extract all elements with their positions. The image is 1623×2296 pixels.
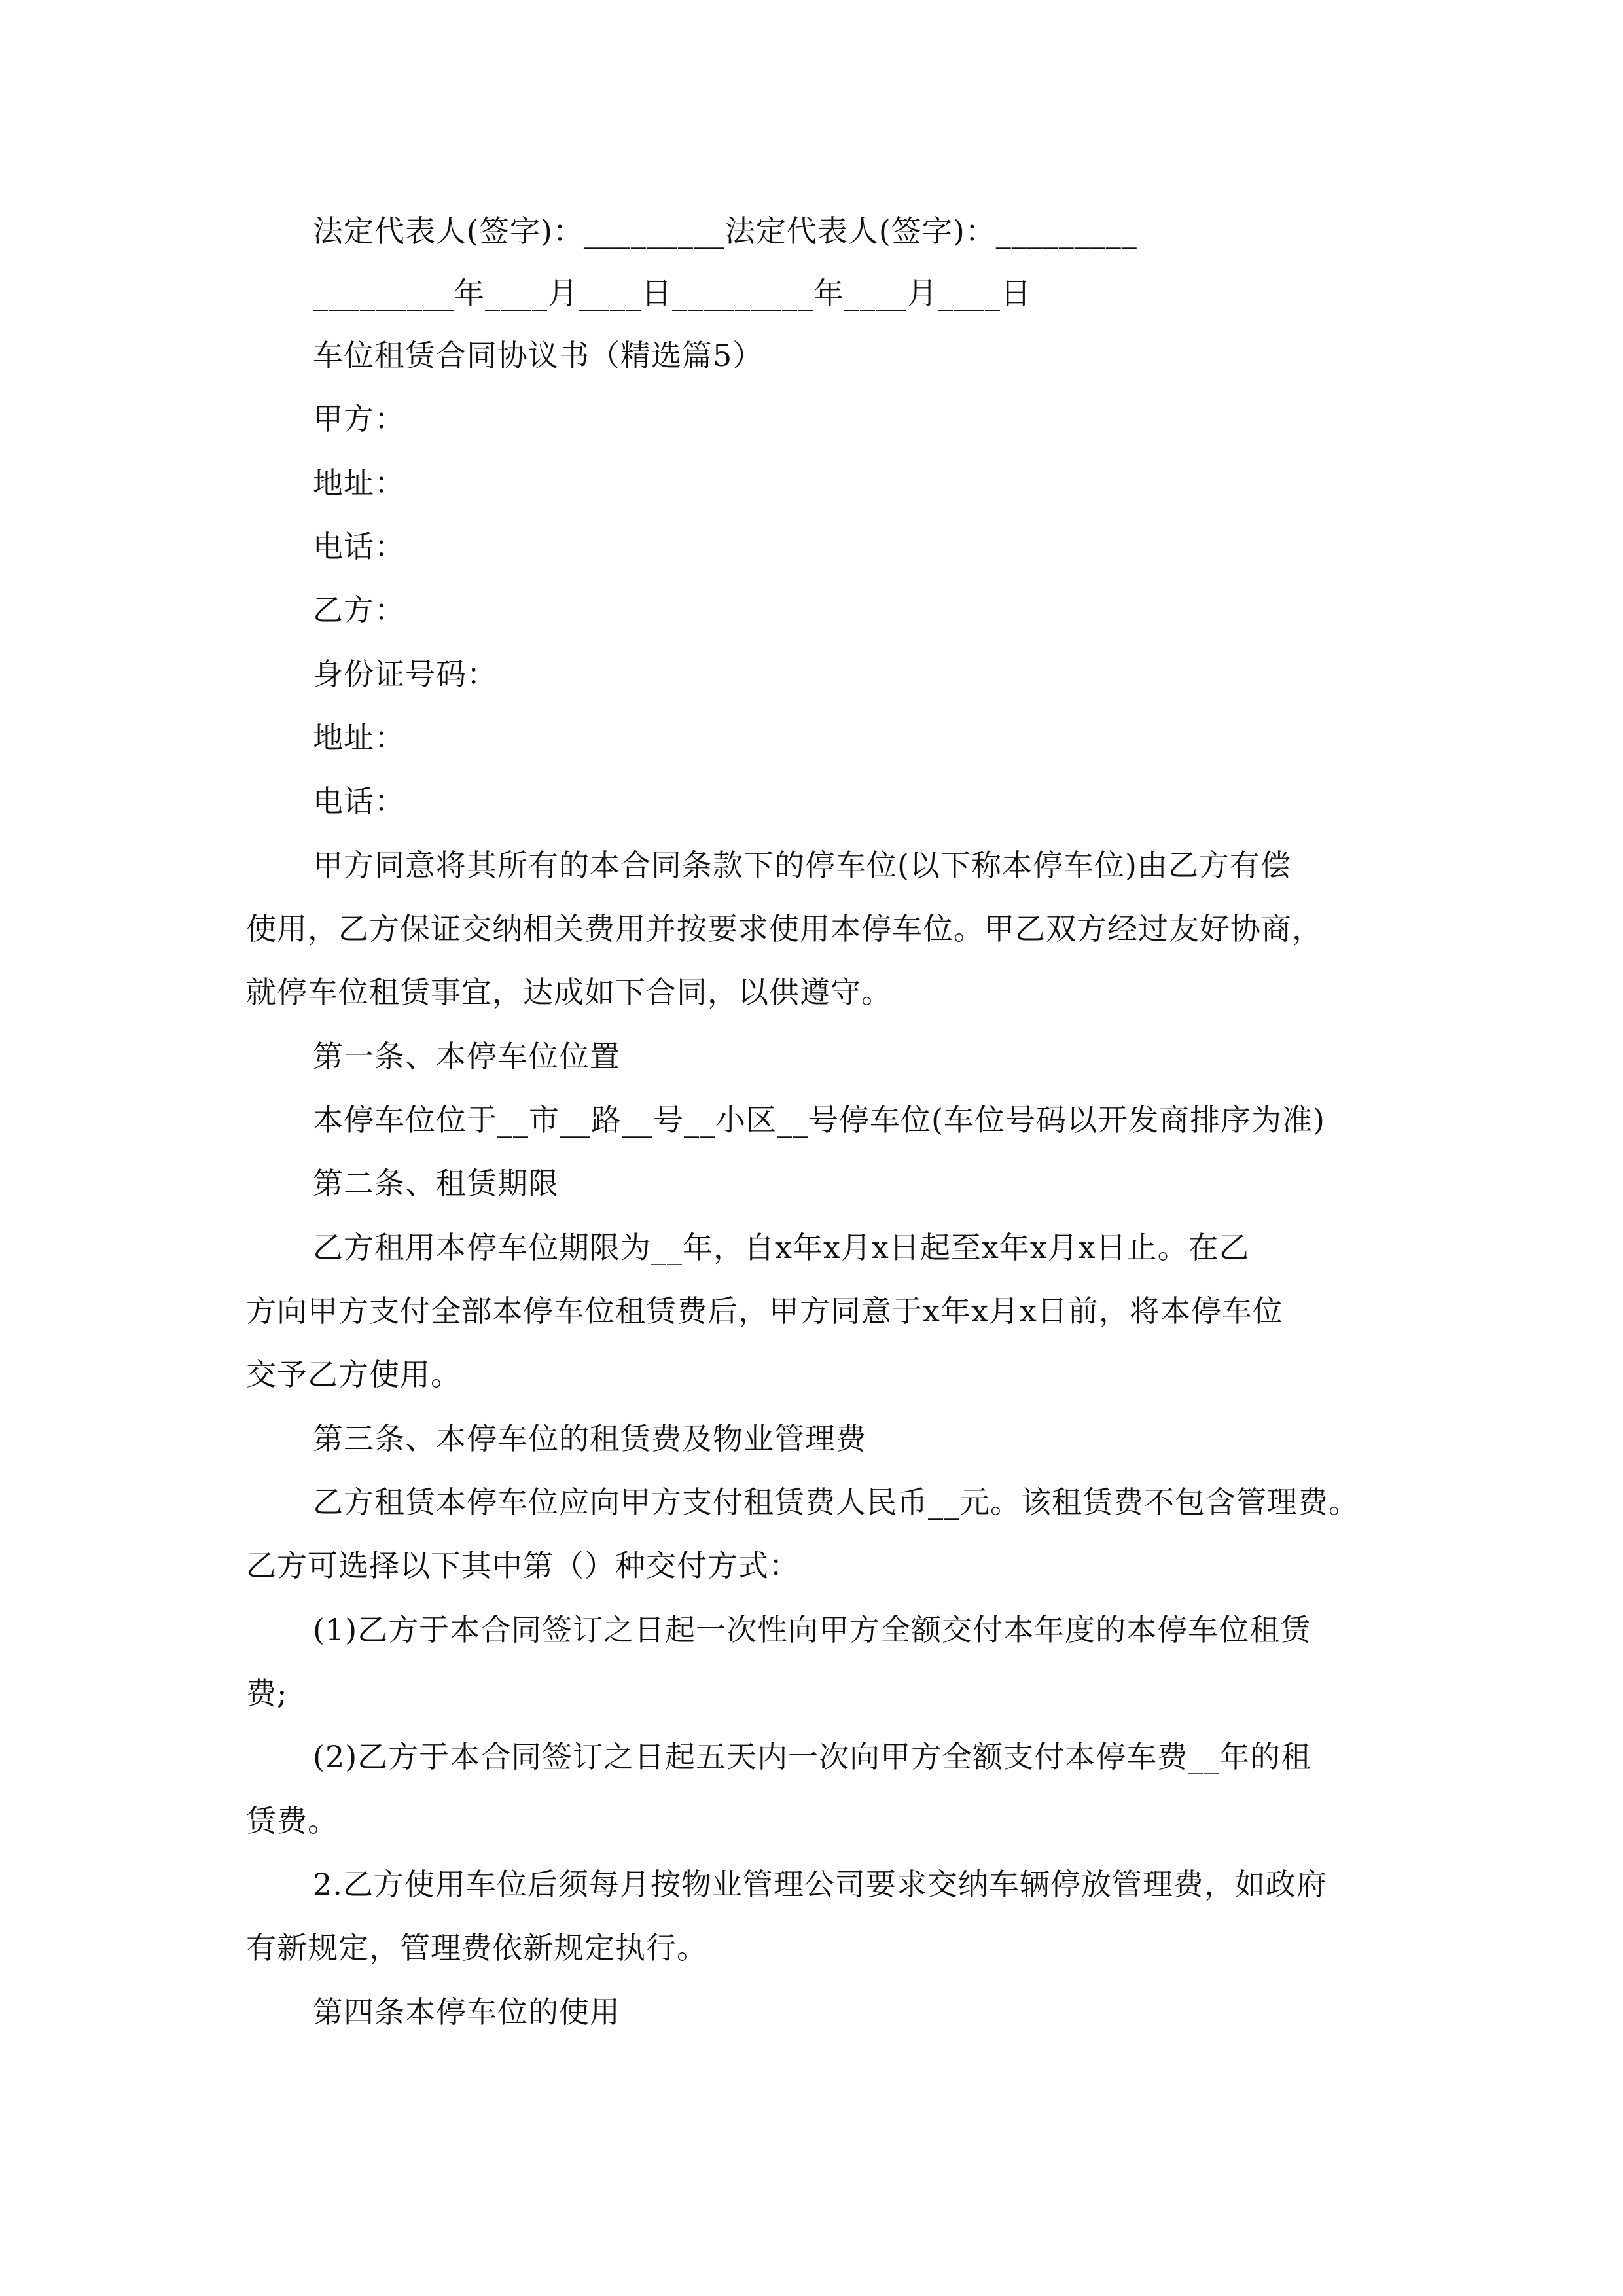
party-b-address-label: 地址：	[313, 720, 405, 755]
party-a-phone-label: 电话：	[313, 529, 405, 564]
article-3-heading: 第三条、本停车位的租赁费及物业管理费	[313, 1421, 866, 1456]
article-4-heading: 第四条本停车位的使用	[313, 1994, 620, 2030]
paragraph-line: (2)乙方于本合同签订之日起五天内一次向甲方全额支付本停车费__年的租	[313, 1739, 1312, 1774]
paragraph-line: 本停车位位于__市__路__号__小区__号停车位(车位号码以开发商排序为准)	[313, 1102, 1325, 1138]
paragraph-line: 费;	[246, 1676, 288, 1711]
party-a-label: 甲方：	[313, 401, 405, 437]
paragraph-line: 方向甲方支付全部本停车位租赁费后，甲方同意于x年x月x日前，将本停车位	[246, 1293, 1283, 1329]
paragraph-line: 乙方租用本停车位期限为__年，自x年x月x日起至x年x月x日止。在乙	[313, 1230, 1250, 1265]
paragraph-line: 乙方可选择以下其中第（）种交付方式：	[246, 1548, 800, 1583]
article-1-heading: 第一条、本停车位位置	[313, 1039, 620, 1074]
paragraph-line: 就停车位租赁事宜，达成如下合同，以供遵守。	[246, 975, 892, 1010]
paragraph-line: 甲方同意将其所有的本合同条款下的停车位(以下称本停车位)由乙方有偿	[313, 848, 1291, 883]
date-line: _________年____月____日_________年____月____日	[313, 276, 1031, 311]
paragraph-line: 2.乙方使用车位后须每月按物业管理公司要求交纳车辆停放管理费，如政府	[313, 1867, 1327, 1902]
paragraph-line: 乙方租赁本停车位应向甲方支付租赁费人民币__元。该租赁费不包含管理费。	[313, 1484, 1359, 1520]
party-b-id-label: 身份证号码：	[313, 656, 497, 692]
party-a-address-label: 地址：	[313, 465, 405, 501]
article-2-heading: 第二条、租赁期限	[313, 1166, 559, 1201]
party-b-phone-label: 电话：	[313, 783, 405, 819]
paragraph-line: 赁费。	[246, 1803, 338, 1839]
signature-line: 法定代表人(签字)：_________法定代表人(签字)：_________	[313, 213, 1137, 249]
paragraph-line: 使用，乙方保证交纳相关费用并按要求使用本停车位。甲乙双方经过友好协商，	[246, 911, 1323, 946]
contract-title: 车位租赁合同协议书（精选篇5）	[313, 338, 764, 373]
paragraph-line: (1)乙方于本合同签订之日起一次性向甲方全额交付本年度的本停车位租赁	[313, 1612, 1311, 1647]
paragraph-line: 有新规定，管理费依新规定执行。	[246, 1930, 707, 1965]
paragraph-line: 交予乙方使用。	[246, 1357, 461, 1392]
party-b-label: 乙方：	[313, 592, 405, 628]
